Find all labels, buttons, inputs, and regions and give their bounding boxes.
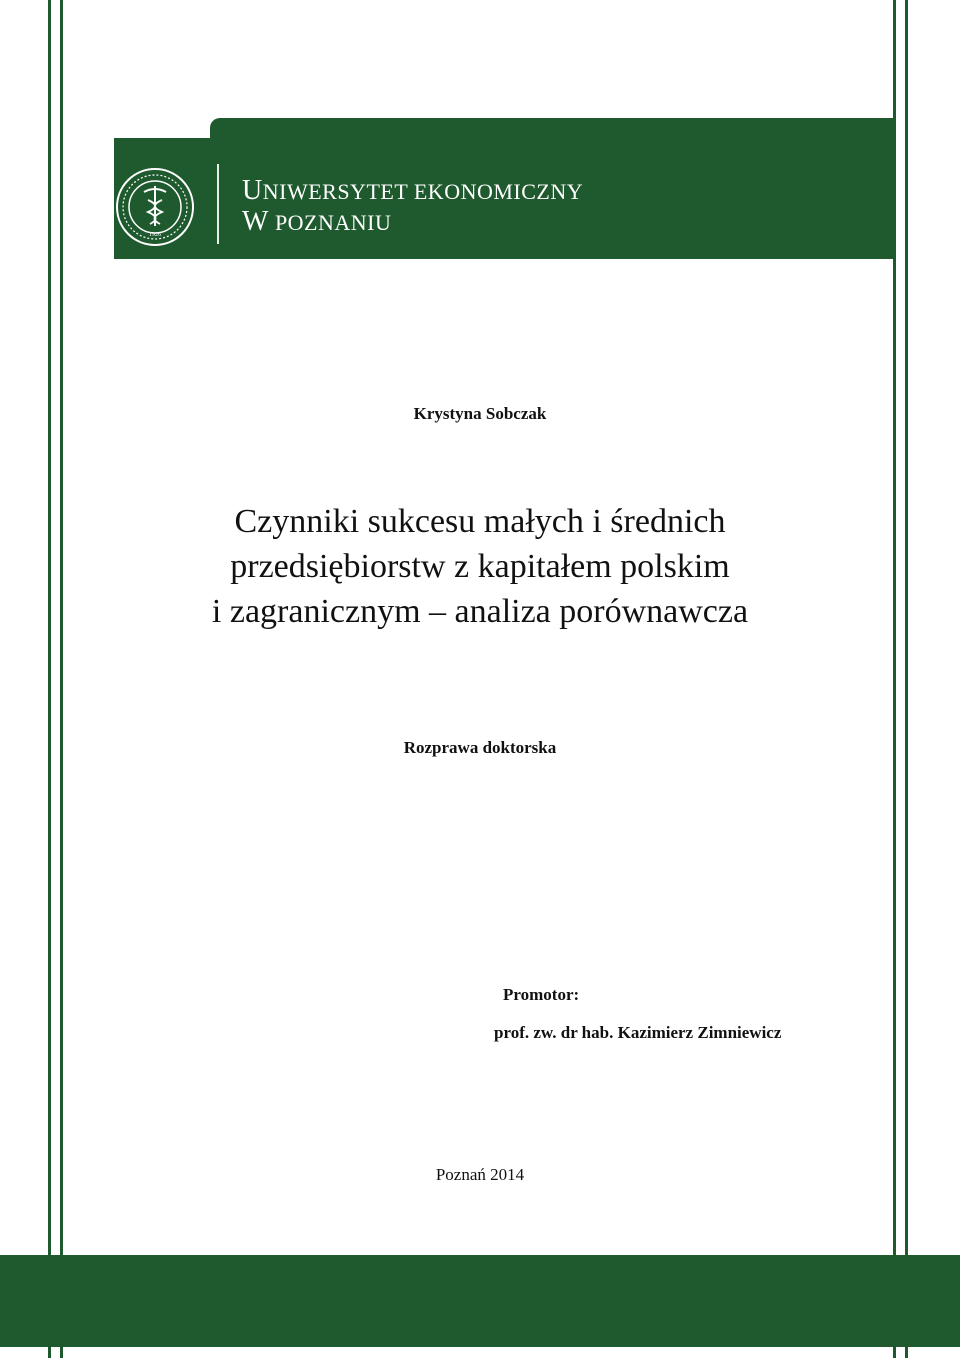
university-name-line1: UNIWERSYTET EKONOMICZNY [242, 175, 584, 206]
university-name [242, 176, 583, 238]
thesis-title-line: przedsiębiorstw z kapitałem polskim [230, 548, 730, 585]
banner-notch [114, 118, 219, 138]
thesis-title-line: i zagranicznym – analiza porównawcza [211, 593, 749, 630]
banner-notch-edge [210, 118, 222, 138]
footer-bar [0, 1255, 960, 1347]
place-and-year: Poznań 2014 [435, 1165, 525, 1184]
seal-year: 1926 [149, 232, 161, 238]
frame-line-right-outer [905, 0, 908, 1358]
thesis-title-line: Czynniki sukcesu małych i średnich [234, 503, 726, 540]
thesis-title [0, 499, 960, 634]
supervisor-name: prof. zw. dr hab. Kazimierz Zimniewicz [494, 1023, 782, 1042]
frame-line-left-outer [48, 0, 51, 1358]
university-name-line2: W POZNANIU [242, 206, 392, 237]
university-seal-icon [114, 166, 196, 248]
supervisor-label: Promotor: [503, 985, 580, 1004]
author-name: Krystyna Sobczak [413, 404, 547, 423]
document-type: Rozprawa doktorska [403, 738, 557, 757]
frame-line-left-inner [60, 0, 63, 1358]
banner-divider [217, 164, 219, 244]
